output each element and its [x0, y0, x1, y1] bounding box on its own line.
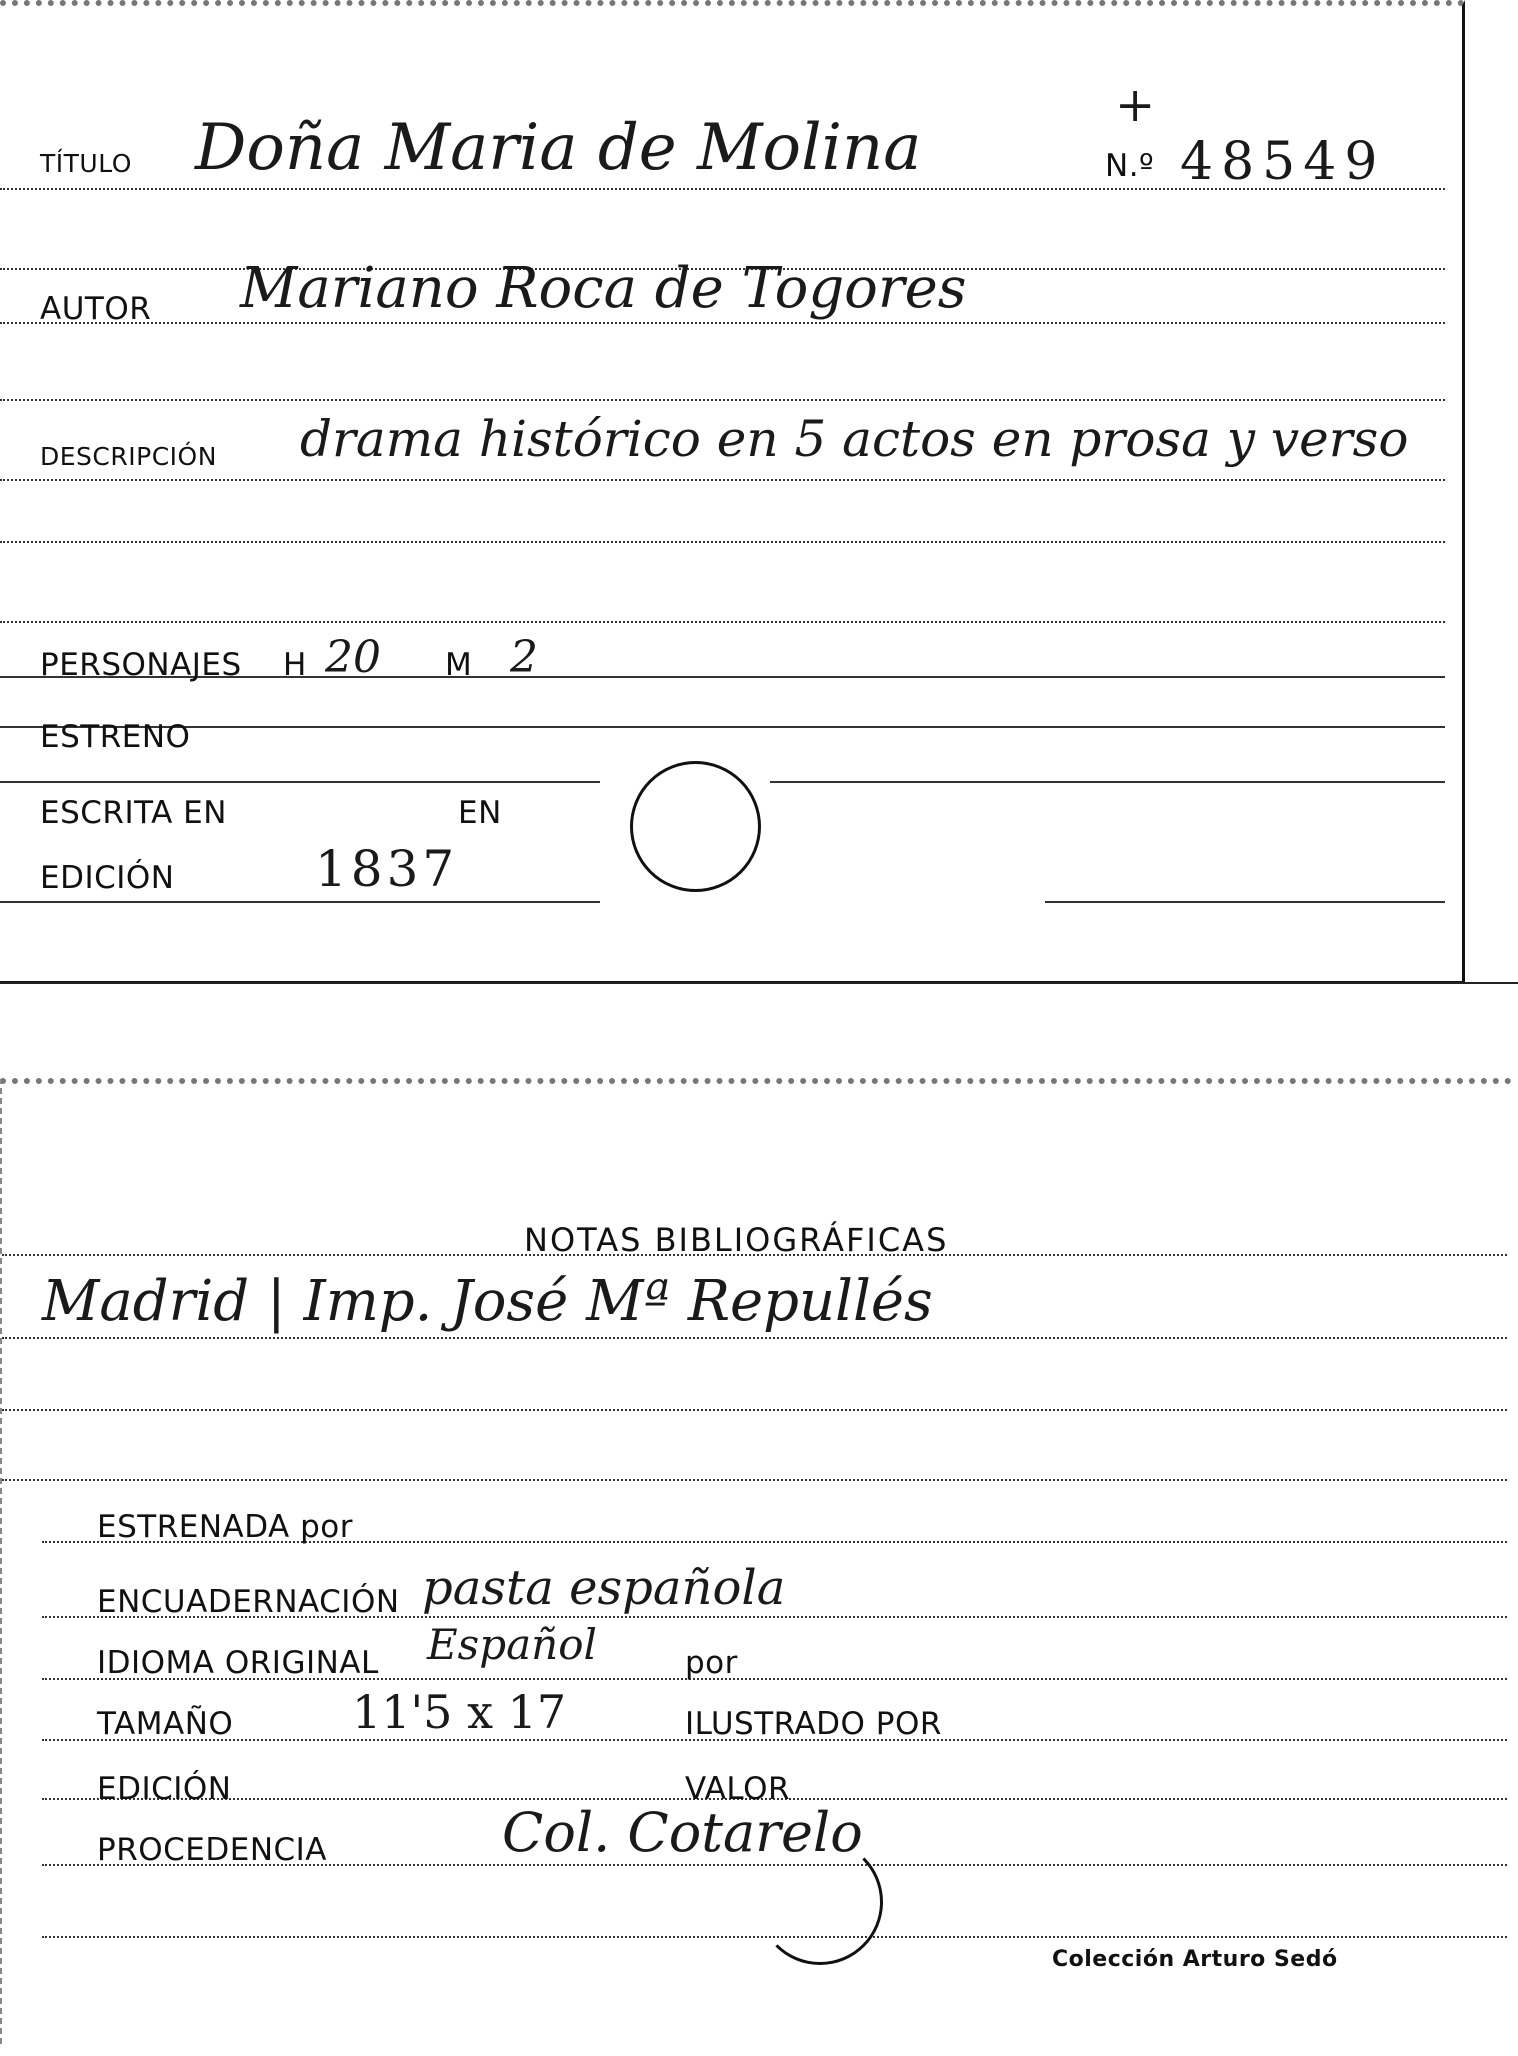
catalog-card-front [0, 0, 1465, 983]
rule-line [0, 726, 1445, 728]
notas-header: NOTAS BIBLIOGRÁFICAS [524, 1221, 949, 1259]
card-separator [0, 982, 1518, 984]
coleccion-label: Colección Arturo Sedó [1052, 1947, 1338, 1972]
idioma-value: Español [427, 1620, 597, 1669]
descripcion-label: DESCRIPCIÓN [40, 442, 217, 471]
en-label: EN [458, 795, 502, 831]
estreno-label: ESTRENO [40, 719, 191, 755]
descripcion-value: drama histórico en 5 actos en prosa y verso [300, 410, 1409, 468]
ilustrado-label: ILUSTRADO POR [685, 1706, 942, 1742]
h-label: H [283, 647, 307, 683]
rule-line [0, 479, 1445, 481]
rule-line [0, 901, 600, 903]
notas-value: Madrid | Imp. José Mª Repullés [42, 1269, 933, 1334]
rule-line [0, 621, 1445, 623]
valor-label: VALOR [685, 1771, 791, 1807]
catalog-card-back [0, 1078, 1512, 2044]
encuadernacion-value: pasta española [422, 1560, 786, 1616]
rule-line [770, 781, 1445, 783]
tamano-label: TAMAÑO [97, 1706, 234, 1742]
estrenada-label: ESTRENADA por [97, 1509, 353, 1545]
por-label: por [685, 1645, 738, 1681]
rule-line [0, 322, 1445, 324]
edicion-value: 1837 [315, 840, 459, 898]
titulo-value: Doña Maria de Molina [195, 111, 922, 185]
numero-value: 48549 [1180, 132, 1386, 192]
personajes-label: PERSONAJES [40, 647, 242, 683]
procedencia-value: Col. Cotarelo [502, 1801, 863, 1864]
idioma-label: IDIOMA ORIGINAL [97, 1645, 379, 1681]
encuadernacion-label: ENCUADERNACIÓN [97, 1584, 400, 1620]
rule-line [0, 781, 600, 783]
stamp-circle-back [757, 1839, 883, 1965]
numero-label: N.º [1105, 148, 1155, 184]
rule-line [1045, 901, 1445, 903]
rule-line [0, 541, 1445, 543]
rule-line [2, 1409, 1507, 1411]
procedencia-label: PROCEDENCIA [97, 1832, 328, 1868]
autor-value: Mariano Roca de Togores [240, 256, 967, 321]
autor-label: AUTOR [40, 291, 152, 327]
m-value: 2 [510, 632, 538, 683]
tamano-value: 11'5 x 17 [352, 1685, 567, 1739]
h-value: 20 [325, 632, 381, 683]
cross-mark: + [1115, 77, 1156, 133]
m-label: M [445, 647, 473, 683]
edicion-back-label: EDICIÓN [97, 1771, 232, 1807]
rule-line [0, 399, 1445, 401]
stamp-circle [630, 761, 761, 892]
escrita-en-label: ESCRITA EN [40, 795, 227, 831]
titulo-label: TÍTULO [40, 149, 132, 178]
rule-line [2, 1337, 1507, 1339]
edicion-label: EDICIÓN [40, 860, 175, 896]
rule-line [2, 1479, 1507, 1481]
